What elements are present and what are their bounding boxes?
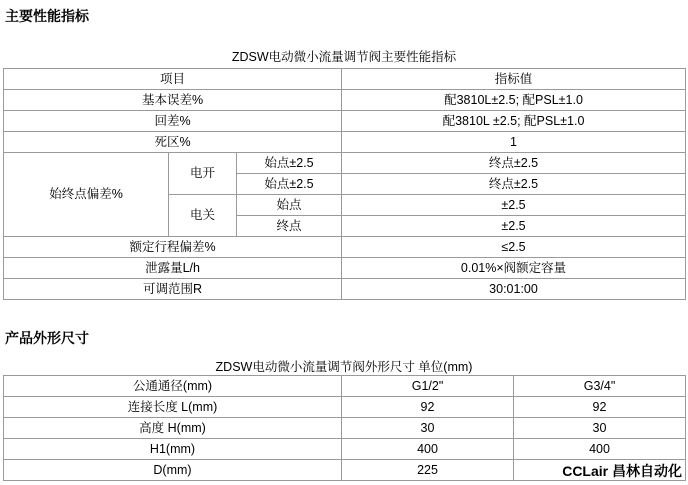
table-row xyxy=(4,397,686,418)
row-label-rangeability: 可调范围R xyxy=(4,279,342,300)
table-row xyxy=(4,69,686,90)
page-title-dimensions: 产品外形尺寸 xyxy=(5,330,89,346)
dim-row-label-2: 高度 H(mm) xyxy=(4,418,342,439)
dim-row-col1-3: 400 xyxy=(342,439,514,460)
row-label-open: 电开 xyxy=(169,153,237,195)
dim-row-col2-3: 400 xyxy=(514,439,686,460)
dim-row-col1-4: 225 xyxy=(342,460,514,481)
dim-row-col2-0: G3/4" xyxy=(514,376,686,397)
table-row xyxy=(4,237,686,258)
cell-close-row2-mid: 终点 xyxy=(237,216,342,237)
row-label-dead-zone: 死区% xyxy=(4,132,342,153)
row-label-close: 电关 xyxy=(169,195,237,237)
row-label-start-end-deviation: 始终点偏差% xyxy=(4,153,169,237)
cell-open-row2-mid: 始点±2.5 xyxy=(237,174,342,195)
cell-close-row1-mid: 始点 xyxy=(237,195,342,216)
header-value: 指标值 xyxy=(342,69,686,90)
dim-row-label-4: D(mm) xyxy=(4,460,342,481)
performance-table xyxy=(3,68,686,300)
dim-row-label-1: 连接长度 L(mm) xyxy=(4,397,342,418)
dim-row-col1-2: 30 xyxy=(342,418,514,439)
row-value-rangeability: 30:01:00 xyxy=(342,279,686,300)
row-value-dead-zone: 1 xyxy=(342,132,686,153)
row-value-basic-error: 配3810L±2.5; 配PSL±1.0 xyxy=(342,90,686,111)
table-row xyxy=(4,439,686,460)
performance-table-caption: ZDSW电动微小流量调节阀主要性能指标 xyxy=(231,50,457,64)
dim-row-col2-2: 30 xyxy=(514,418,686,439)
dim-row-label-0: 公通通径(mm) xyxy=(4,376,342,397)
row-label-hysteresis: 回差% xyxy=(4,111,342,132)
row-label-basic-error: 基本误差% xyxy=(4,90,342,111)
table-row xyxy=(4,376,686,397)
table-row xyxy=(4,279,686,300)
dim-row-col1-0: G1/2" xyxy=(342,376,514,397)
dimension-table-caption: ZDSW电动微小流量调节阀外形尺寸 单位(mm) xyxy=(215,360,473,374)
dim-row-col1-1: 92 xyxy=(342,397,514,418)
cell-open-row1-value: 终点±2.5 xyxy=(342,153,686,174)
header-item: 项目 xyxy=(4,69,342,90)
dim-row-label-3: H1(mm) xyxy=(4,439,342,460)
page-title-performance: 主要性能指标 xyxy=(5,8,89,24)
table-row xyxy=(4,418,686,439)
cell-close-row2-value: ±2.5 xyxy=(342,216,686,237)
table-row xyxy=(4,132,686,153)
dim-row-col2-1: 92 xyxy=(514,397,686,418)
cell-close-row1-value: ±2.5 xyxy=(342,195,686,216)
row-value-hysteresis: 配3810L ±2.5; 配PSL±1.0 xyxy=(342,111,686,132)
cell-open-row1-mid: 始点±2.5 xyxy=(237,153,342,174)
row-value-rated-travel: ≤2.5 xyxy=(342,237,686,258)
watermark-logo: CCLair 昌林自动化 xyxy=(562,463,682,479)
row-label-rated-travel: 额定行程偏差% xyxy=(4,237,342,258)
cell-open-row2-value: 终点±2.5 xyxy=(342,174,686,195)
table-row xyxy=(4,111,686,132)
row-value-leakage: 0.01%×阀额定容量 xyxy=(342,258,686,279)
table-row xyxy=(4,153,686,174)
row-label-leakage: 泄露量L/h xyxy=(4,258,342,279)
table-row xyxy=(4,90,686,111)
table-row xyxy=(4,258,686,279)
